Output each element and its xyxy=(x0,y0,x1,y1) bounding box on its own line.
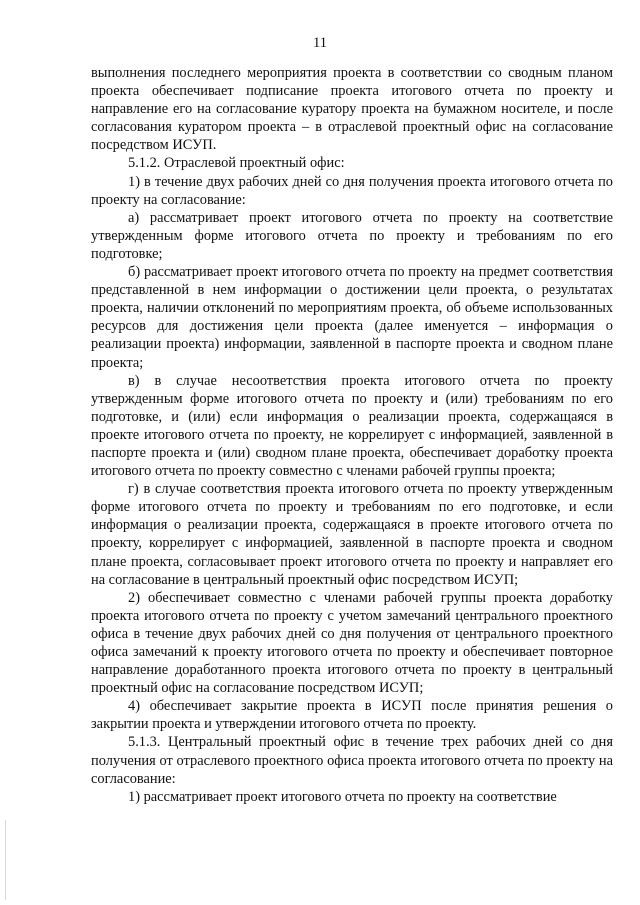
paragraph-item-a: а) рассматривает проект итогового отчета по проекту на соответствие утвержденным форме итогового отчета по проекту и требованиям по его подготовке; xyxy=(91,209,613,262)
section-heading-5-1-3: 5.1.3. Центральный проектный офис в течение трех рабочих дней со дня получения от отраслевого проектного офиса проекта итогового отчета по проекту на согласование: xyxy=(91,734,613,787)
section-heading-5-1-2: 5.1.2. Отраслевой проектный офис: xyxy=(128,155,345,172)
paragraph-item-g: г) в случае соответствия проекта итогового отчета по проекту утвержденным форме итогового отчета по проекту и требованиям по его подготовке, и если информация о реализации проекта, содержащаяся в проекте итогового отчета по проекту, коррелирует с информацией, заявленной в паспорте проекта и сводном плане проекта, согласовывает проект итогового отчета по проекту и направляет его на согласование в центральный проектный офис посредством ИСУП; xyxy=(91,481,613,588)
document-body xyxy=(91,64,613,806)
paragraph-item-1: 1) в течение двух рабочих дней со дня получения проекта итогового отчета по проекту на согласование: xyxy=(91,173,613,208)
paragraph-item-1-partial: 1) рассматривает проект итогового отчета по проекту на соответствие xyxy=(128,788,557,805)
paragraph-item-b: б) рассматривает проект итогового отчета по проекту на предмет соответствия представленной в нем информации о достижении цели проекта, о результатах проекта, наличии отклонений по мероприятиям проекта, об объеме использованных ресурсов для достижения цели проекта (далее именуется – информация о реализации проекта) информации, заявленной в паспорте проекта и сводном плане проекта; xyxy=(91,264,613,371)
paragraph-continuation: выполнения последнего мероприятия проекта в соответствии со сводным планом проекта обеспечивает подписание проекта итогового отчета по проекту и направление его на согласование куратору проекта на бумажном носителе, и после согласования куратором проекта – в отраслевой проектный офис на согласование посредством ИСУП. xyxy=(91,65,613,154)
paragraph-item-2: 2) обеспечивает совместно с членами рабочей группы проекта доработку проекта итогового отчета по проекту с учетом замечаний центрального проектного офиса в течение двух рабочих дней со дня получения от центрального проектного офиса замечаний к проекту итогового отчета по проекту и обеспечивает повторное направление доработанного проекта итогового отчета по проекту в центральный проектный офис на согласование посредством ИСУП; xyxy=(91,589,613,697)
scan-edge-line xyxy=(5,820,6,900)
page-number: 11 xyxy=(313,35,327,51)
paragraph-item-4: 4) обеспечивает закрытие проекта в ИСУП после принятия решения о закрытии проекта и утверждении итогового отчета по проекту. xyxy=(91,698,613,733)
paragraph-item-v: в) в случае несоответствия проекта итогового отчета по проекту утвержденным форме итогового отчета по проекту и (или) требованиям по его подготовке, и (или) если информация о реализации проекта, содержащаяся в проекте итогового отчета по проекту, не коррелирует с информацией, заявленной в паспорте проекта и (или) сводном плане проекта, обеспечивает доработку проекта итогового отчета по проекту совместно с членами рабочей группы проекта; xyxy=(91,372,613,480)
